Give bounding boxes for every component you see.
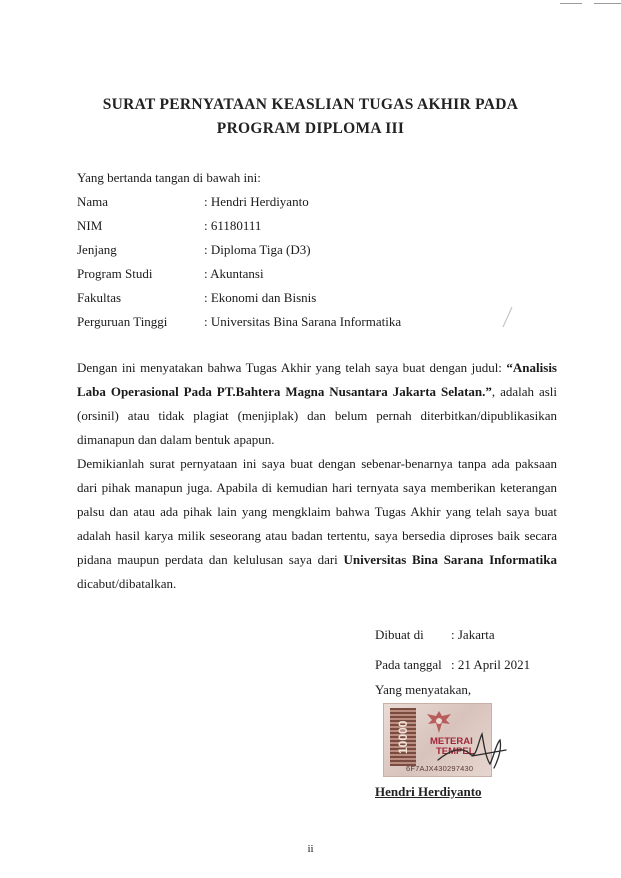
- identity-label: Fakultas: [77, 290, 122, 305]
- identity-table: [77, 190, 401, 334]
- handwritten-signature: [432, 720, 512, 776]
- identity-value: : Hendri Herdiyanto: [204, 194, 309, 209]
- identity-label: Nama: [77, 194, 109, 209]
- stamp-word-2: TEMPEL: [436, 746, 475, 757]
- statement-rest: , adalah asli (orsinil) atau tidak plagiat (menjiplak) dan belum pernah diterbitkan/dipublikasikan dimanapun dan dalam bentuk apapun.: [77, 384, 557, 447]
- identity-label: Program Studi: [77, 266, 153, 281]
- identity-value: : 61180111: [204, 218, 262, 233]
- identity-row-jenjang: [77, 238, 401, 262]
- date-row: [375, 650, 530, 680]
- identity-label: Jenjang: [77, 242, 117, 257]
- identity-label: NIM: [77, 218, 103, 233]
- identity-value: : Akuntansi: [204, 266, 264, 281]
- place-value: : Jakarta: [451, 627, 495, 642]
- identity-row-nama: [77, 190, 401, 214]
- date-label: Pada tanggal: [375, 657, 442, 672]
- identity-row-perguruan-tinggi: [77, 310, 401, 334]
- identity-value: : Diploma Tiga (D3): [204, 242, 311, 257]
- identity-row-fakultas: [77, 286, 401, 310]
- pencil-stray-mark: [500, 305, 514, 329]
- stamp-code: 6F7AJX430297430: [406, 764, 474, 773]
- place-label: Dibuat di: [375, 627, 424, 642]
- scan-mark: [560, 3, 582, 4]
- thesis-title: “Analisis Laba Operasional Pada PT.Bahtera Magna Nusantara Jakarta Selatan.”: [77, 360, 557, 399]
- stamp-word-1: METERAI: [430, 736, 473, 747]
- declaration-paragraph: [77, 452, 557, 596]
- page-number: ii: [307, 843, 314, 855]
- statement-lead: Dengan ini menyatakan bahwa Tugas Akhir yang telah saya buat dengan judul:: [77, 360, 507, 375]
- statement-closing: Yang menyatakan,: [375, 682, 472, 697]
- title-line-1: SURAT PERNYATAAN KEASLIAN TUGAS AKHIR PADA: [102, 96, 519, 113]
- university-name-bold: Universitas Bina Sarana Informatika: [343, 552, 557, 567]
- signature-place-date: [375, 620, 530, 680]
- identity-value: : Ekonomi dan Bisnis: [204, 290, 317, 305]
- stamp-value: 10000: [396, 720, 410, 754]
- title-line-2: PROGRAM DIPLOMA III: [216, 120, 405, 137]
- identity-row-nim: [77, 214, 401, 238]
- identity-row-program-studi: [77, 262, 401, 286]
- statement-paragraph: [77, 356, 557, 452]
- declaration-text: Demikianlah surat pernyataan ini saya buat dengan sebenar-benarnya tanpa ada paksaan dari pihak manapun juga. Apabila di kemudian hari ternyata saya memberikan keterangan palsu dan atau ada pihak lain yang mengklaim bahwa Tugas Akhir yang telah saya buat adalah hasil karya milik seseorang atau badan tertentu, saya bersedia diproses baik secara pidana maupun perdata dan kelulusan saya dari: [77, 456, 557, 567]
- scan-mark: [594, 3, 621, 4]
- place-row: [375, 620, 530, 650]
- identity-label: Perguruan Tinggi: [77, 314, 168, 329]
- identity-value: : Universitas Bina Sarana Informatika: [204, 314, 402, 329]
- signer-name: Hendri Herdiyanto: [375, 784, 482, 799]
- date-value: : 21 April 2021: [451, 657, 531, 672]
- intro-text: Yang bertanda tangan di bawah ini:: [77, 170, 261, 185]
- declaration-end: dicabut/dibatalkan.: [77, 576, 177, 591]
